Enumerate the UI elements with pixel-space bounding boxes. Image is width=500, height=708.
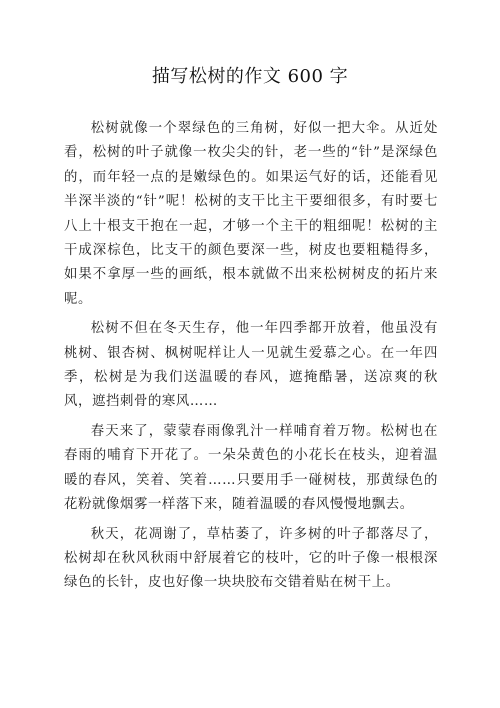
document-body	[64, 117, 438, 601]
paragraph: 秋天，花凋谢了，草枯萎了，许多树的叶子都落尽了，松树却在秋风秋雨中舒展着它的枝叶，它的叶子像一根根深绿色的长针，皮也好像一块块胶布交错着贴在树干上。	[64, 526, 438, 591]
paragraph: 松树就像一个翠绿色的三角树，好似一把大伞。从近处看，松树的叶子就像一枚尖尖的针，老一些的“针”是深绿色的，而年轻一点的是嫩绿色的。如果运气好的话，还能看见半深半淡的“针”呢！松树的支干比主干要细很多，有时要七八上十根支干抱在一起，才够一个主干的粗细呢！松树的主干成深棕色，比支干的颜色要深一些，树皮也要粗糙得多，如果不拿厚一些的画纸，根本就做不出来松树树皮的拓片来呢。	[64, 121, 438, 307]
paragraph: 松树不但在冬天生存，他一年四季都开放着，他虽没有桃树、银杏树、枫树呢样让人一见就生爱慕之心。在一年四季，松树是为我们送温暖的春风，遮掩酷暑，送凉爽的秋风，遮挡刺骨的寒风……	[64, 321, 438, 410]
paragraph: 春天来了，蒙蒙春雨像乳汁一样哺育着万物。松树也在春雨的哺育下开花了。一朵朵黄色的小花长在枝头，迎着温暖的春风，笑着、笑着……只要用手一碰树枝，那黄绿色的花粉就像烟雾一样落下来，随着温暖的春风慢慢地飘去。	[64, 423, 438, 513]
document-title: 描写松树的作文 600 字	[151, 66, 349, 87]
